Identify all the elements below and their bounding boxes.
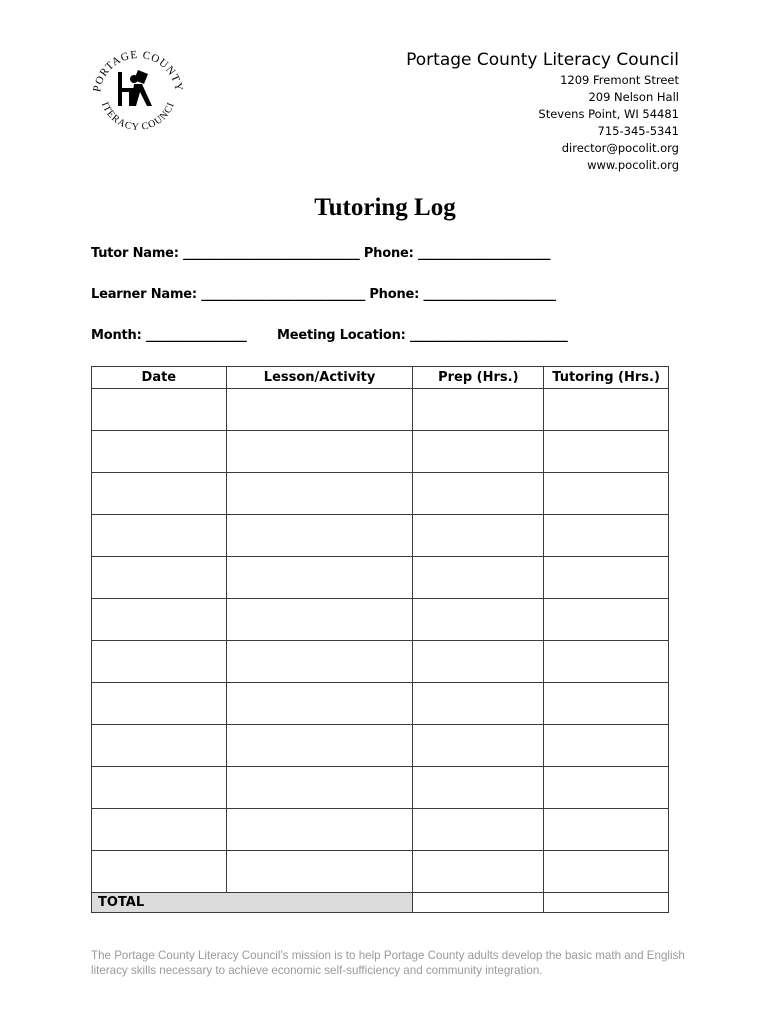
date-cell[interactable] [92, 683, 227, 725]
date-cell[interactable] [92, 515, 227, 557]
month-location-line: Month: ________________ Meeting Location: _________________________ [91, 328, 568, 343]
tutoring-hours-cell[interactable] [544, 431, 669, 473]
table-row [92, 851, 669, 893]
tutoring-hours-cell[interactable] [544, 515, 669, 557]
organization-name: Portage County Literacy Council [406, 50, 679, 70]
lesson-activity-cell[interactable] [226, 515, 413, 557]
lesson-activity-cell[interactable] [226, 809, 413, 851]
header-tutoring-hours: Tutoring (Hrs.) [544, 367, 669, 389]
tutoring-hours-cell[interactable] [544, 683, 669, 725]
website: www.pocolit.org [587, 158, 679, 172]
tutoring-hours-cell[interactable] [544, 809, 669, 851]
prep-hours-cell[interactable] [413, 389, 544, 431]
lesson-activity-cell[interactable] [226, 767, 413, 809]
table-row [92, 389, 669, 431]
prep-hours-cell[interactable] [413, 515, 544, 557]
date-cell[interactable] [92, 725, 227, 767]
date-cell[interactable] [92, 473, 227, 515]
phone-number: 715-345-5341 [597, 124, 679, 138]
lesson-activity-cell[interactable] [226, 557, 413, 599]
total-row [92, 893, 669, 913]
prep-hours-cell[interactable] [413, 809, 544, 851]
email-address: director@pocolit.org [561, 141, 679, 155]
total-tutoring-cell[interactable] [544, 893, 669, 913]
reader-icon [118, 70, 152, 106]
prep-hours-cell[interactable] [413, 599, 544, 641]
tutoring-hours-cell[interactable] [544, 389, 669, 431]
lesson-activity-cell[interactable] [226, 431, 413, 473]
lesson-activity-cell[interactable] [226, 725, 413, 767]
prep-hours-cell[interactable] [413, 767, 544, 809]
table-row [92, 725, 669, 767]
table-header-row [92, 367, 669, 389]
table-row [92, 557, 669, 599]
prep-hours-cell[interactable] [413, 431, 544, 473]
date-cell[interactable] [92, 851, 227, 893]
tutoring-hours-cell[interactable] [544, 557, 669, 599]
table-row [92, 809, 669, 851]
tutoring-hours-cell[interactable] [544, 767, 669, 809]
header-lesson-activity: Lesson/Activity [226, 367, 413, 389]
header-prep-hours: Prep (Hrs.) [413, 367, 544, 389]
header-date: Date [92, 367, 227, 389]
tutoring-hours-cell[interactable] [544, 473, 669, 515]
date-cell[interactable] [92, 431, 227, 473]
prep-hours-cell[interactable] [413, 851, 544, 893]
tutoring-hours-cell[interactable] [544, 599, 669, 641]
date-cell[interactable] [92, 641, 227, 683]
table-row [92, 767, 669, 809]
lesson-activity-cell[interactable] [226, 389, 413, 431]
lesson-activity-cell[interactable] [226, 683, 413, 725]
mission-statement: The Portage County Literacy Council's mission is to help Portage County adults develop the basic math and English literacy skills necessary to achieve economic self-sufficiency and community integration. [91, 949, 685, 977]
tutoring-log-table [91, 366, 669, 913]
tutoring-hours-cell[interactable] [544, 851, 669, 893]
address-street: 1209 Fremont Street [560, 73, 679, 87]
date-cell[interactable] [92, 389, 227, 431]
table-row [92, 515, 669, 557]
table-row [92, 431, 669, 473]
literacy-council-logo [88, 44, 188, 144]
total-label: TOTAL [92, 893, 413, 913]
tutor-name-phone-line: Tutor Name: ____________________________ Phone: _____________________ [91, 246, 551, 261]
svg-text:LITERACY COUNCIL: ITERACY COUNCI [98, 100, 178, 134]
date-cell[interactable] [92, 557, 227, 599]
table-row [92, 683, 669, 725]
prep-hours-cell[interactable] [413, 473, 544, 515]
lesson-activity-cell[interactable] [226, 851, 413, 893]
prep-hours-cell[interactable] [413, 725, 544, 767]
tutoring-hours-cell[interactable] [544, 725, 669, 767]
page-title: Tutoring Log [314, 194, 456, 221]
lesson-activity-cell[interactable] [226, 473, 413, 515]
table-row [92, 473, 669, 515]
date-cell[interactable] [92, 599, 227, 641]
prep-hours-cell[interactable] [413, 683, 544, 725]
address-building: 209 Nelson Hall [588, 90, 679, 104]
prep-hours-cell[interactable] [413, 641, 544, 683]
date-cell[interactable] [92, 767, 227, 809]
table-row [92, 641, 669, 683]
organization-info [406, 48, 679, 174]
prep-hours-cell[interactable] [413, 557, 544, 599]
lesson-activity-cell[interactable] [226, 641, 413, 683]
lesson-activity-cell[interactable] [226, 599, 413, 641]
table-body [92, 389, 669, 893]
table-row [92, 599, 669, 641]
address-city: Stevens Point, WI 54481 [538, 107, 679, 121]
svg-text:PORTAGE COUNTY: PORTAGE COUNTY [91, 48, 185, 93]
total-prep-cell[interactable] [413, 893, 544, 913]
learner-name-phone-line: Learner Name: __________________________ Phone: _____________________ [91, 287, 556, 302]
tutoring-hours-cell[interactable] [544, 641, 669, 683]
date-cell[interactable] [92, 809, 227, 851]
